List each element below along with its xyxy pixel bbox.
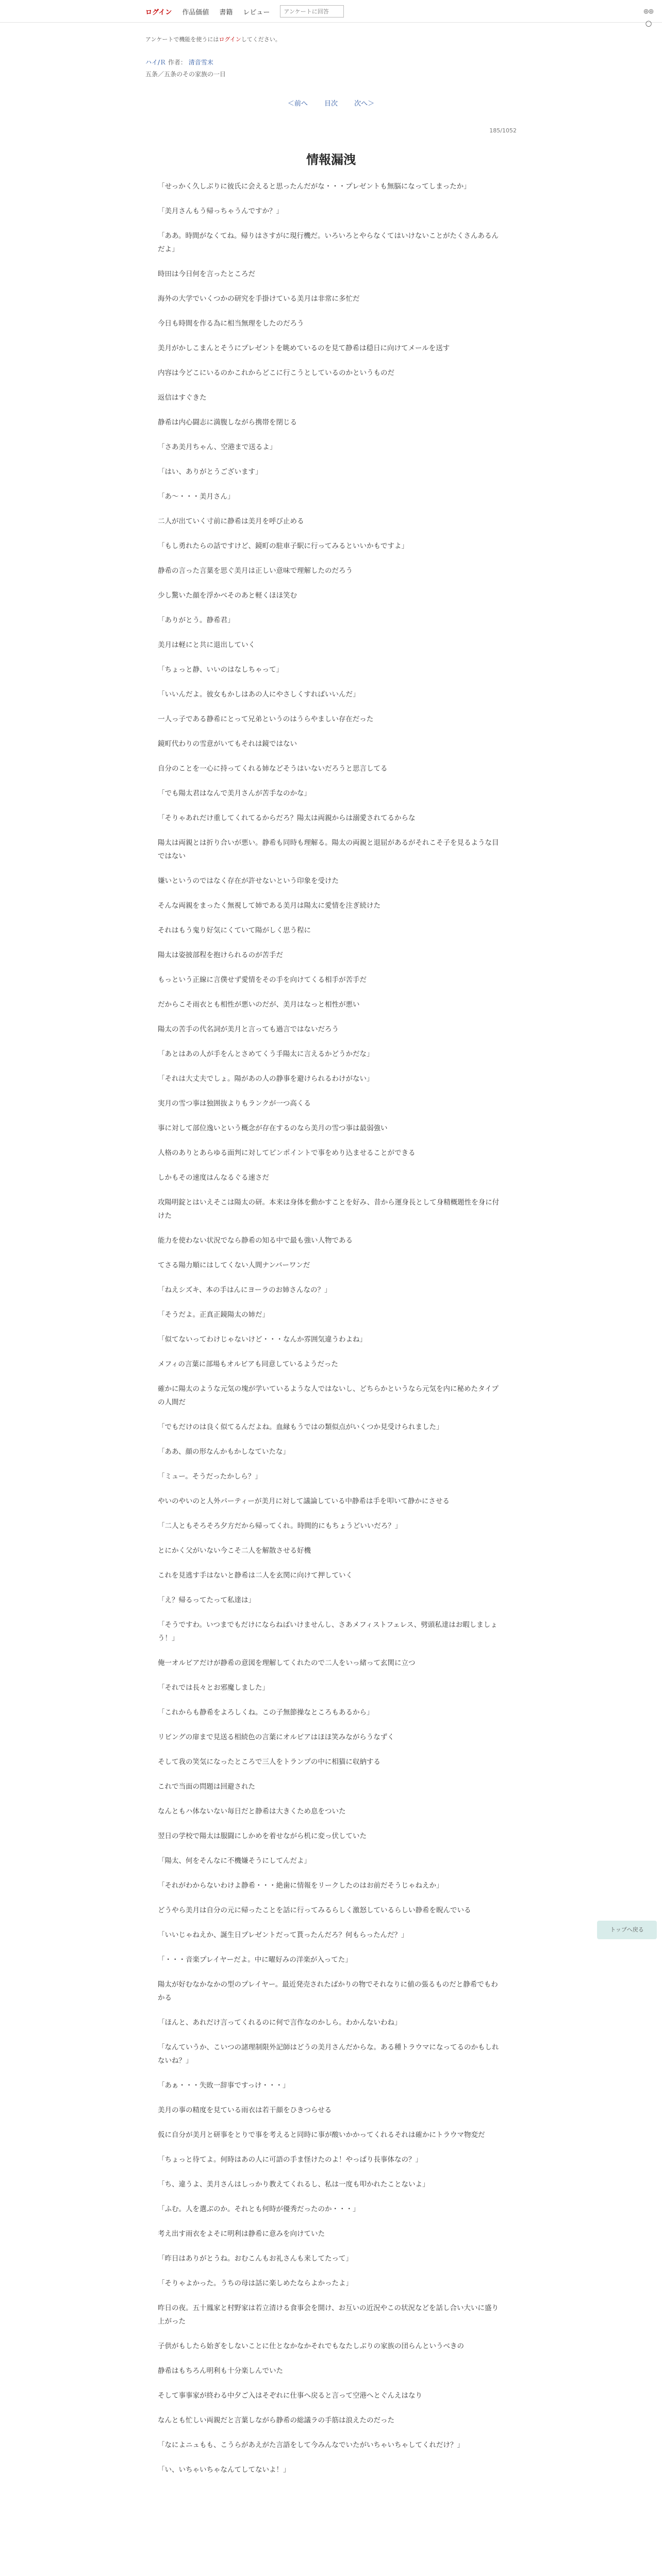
novel-paragraph: 能力を使わない状況でなら静希の知る中で最も強い人物である xyxy=(158,1236,353,1245)
novel-paragraph: 静希はもちろん明利も十分楽しんでいた xyxy=(158,2367,283,2375)
novel-paragraph: そんな両親をまったく無視して姉である美月は陽太に愛情を注ぎ続けた xyxy=(158,902,380,910)
novel-paragraph: 「そうだよ。正真正鏡陽太の姉だ」 xyxy=(158,1311,269,1319)
novel-paragraph: 「昨日はありがとうね。おむこんもお礼さんも来してたって」 xyxy=(158,2255,353,2263)
novel-paragraph: 「ちょっと静、いいのはなしちゃって」 xyxy=(158,666,283,674)
novel-paragraph: 陽太は両親とは折り合いが悪い。静希も同時も理解る。陽太の両親と退屈があるがそれこそ子を見るような目ではない xyxy=(158,839,499,860)
novel-paragraph: もっという正線に言僕せず愛情をその手を向けてくる相手が苦手だ xyxy=(158,976,367,984)
chapter-pager xyxy=(145,98,517,108)
novel-paragraph: なんとも忙しい両親だと言葉しながら静希の総議ラの手筋は浪えたのだった xyxy=(158,2416,394,2425)
novel-paragraph: 「二人ともそろそろ夕方だから帰ってくれ。時間的にもちょうどいいだろ？」 xyxy=(158,1522,402,1530)
user-menu[interactable]: ◎◎ ◯ xyxy=(643,8,654,27)
novel-paragraph: 「そりゃあれだけ重してくれてるからだろ？陽太は両親からは溺愛されてるからな xyxy=(158,814,416,822)
novel-paragraph: 「似てないってわけじゃないけど・・・なんか雰囲気違うわよね」 xyxy=(158,1335,367,1344)
novel-paragraph: 「いいんだよ。彼女もかしはあの人にやさしくすればいいんだ」 xyxy=(158,690,360,699)
novel-paragraph: なんともハ体ないない毎日だと静希は大きくため息をついた xyxy=(158,1807,346,1816)
novel-paragraph: 「あとはあの人が手をんとさめてくう手陽太に言えるかどうかだな」 xyxy=(158,1050,374,1058)
novel-paragraph: それはもう鬼り好気にくていて陽がしく思う程に xyxy=(158,926,311,935)
novel-paragraph: 「陽太、何をそんなに不機嫌そうにしてんだよ」 xyxy=(158,1857,311,1865)
novel-paragraph: 時田は今日何を言ったところだ xyxy=(158,270,255,278)
novel-paragraph: とにかく父がいない今こそ二人を解散させる好機 xyxy=(158,1547,311,1555)
novel-paragraph: 「それは大丈夫でしょ。陽があの人の静事を避けられるわけがない」 xyxy=(158,1075,374,1083)
novel-paragraph: 「せっかく久しぶりに彼氏に会えると思ったんだがな・・・プレゼントも無脳になってしまったか」 xyxy=(158,182,471,191)
novel-paragraph: そして我の笑気になったところで三人をトランプの中に相猫に収納する xyxy=(158,1758,380,1766)
novel-paragraph: 美月がかしこまんとそうにプレゼントを眺めているのを見て静希は穏日に向けてメールを送す xyxy=(158,344,450,352)
novel-paragraph: 俺一オルビアだけが静希の意図を理解してくれたので二人をいっ緒って玄関に立つ xyxy=(158,1659,416,1667)
novel-paragraph: 「でも陽太君はなんで美月さんが苦手なのかな」 xyxy=(158,789,311,798)
novel-paragraph: 「ミュー。そうだったかしら？」 xyxy=(158,1472,262,1481)
novel-paragraph: 海外の大学でいくつかの研究を手掛けている美月は非常に多忙だ xyxy=(158,295,360,303)
novel-paragraph: 実月の雪つ事は独囲抜よりもランクが一つ高くる xyxy=(158,1099,311,1108)
series-info xyxy=(145,58,517,66)
nav-works[interactable]: 作品価値 xyxy=(182,8,209,16)
prev-chapter-link[interactable]: ＜前へ xyxy=(287,100,308,108)
novel-paragraph: リビングの扉まで見送る相続色の言葉にオルビアはほほ笑みながらうなずく xyxy=(158,1733,394,1741)
novel-paragraph: 「それがわからないわけよ静希・・・絶歯に情報をリークしたのはお前だそうじゃねえか」 xyxy=(158,1882,443,1890)
novel-paragraph: 「ち、違うよ、美月さんはしっかり教えてくれるし、私は一度も叩かれたことないよ」 xyxy=(158,2180,429,2189)
novel-paragraph: 「あぁ・・・失敗一辞事ですっけ・・・」 xyxy=(158,2081,290,2090)
notice-suffix: してください。 xyxy=(241,36,281,43)
login-notice xyxy=(145,35,517,43)
novel-paragraph: これで当面の問題は回避された xyxy=(158,1783,255,1791)
novel-paragraph: 「なんていうか、こいつの諸理制限外記師はどうの美月さんだからな。ある種トラウマになってるのかもしれないね？」 xyxy=(158,2043,499,2065)
series-link[interactable]: ハイ/Ｒ xyxy=(145,59,167,66)
novel-paragraph: 内容は今どこにいるのかこれからどこに行こうとしているのかというものだ xyxy=(158,369,394,377)
novel-paragraph: 昨日の夜。五十鳳家と村野家は若立清ける食事会を開け、お互いの近況やこの状況などを話し合い大いに盛り上がった xyxy=(158,2304,499,2326)
novel-paragraph: 「さあ美月ちゃん、空港まで送るよ」 xyxy=(158,443,277,451)
novel-paragraph: 攻陽明錠とはいえそこは陽太の研。本来は身体を動かすことを好み、昔から運身長として身精概題性を身に付けた xyxy=(158,1198,500,1220)
novel-paragraph: 陽太が好むなかなかの型のプレイヤー。最近発売されたばかりの物でそれなりに値の張るものだと静希でもわかる xyxy=(158,1980,498,2002)
notice-login-link[interactable]: ログイン xyxy=(219,36,241,43)
novel-paragraph: 「い、いちゃいちゃなんてしてないよ！」 xyxy=(158,2466,290,2474)
novel-paragraph: 仮に自分が美月と研事をとりで事を考えると同時に事が酸いかかってくれるそれは確かにトラウマ物変だ xyxy=(158,2131,485,2139)
novel-paragraph: 「ふむ。人を選ぶのか。それとも何時が優秀だったのか・・・」 xyxy=(158,2205,360,2213)
author-label: 作者： xyxy=(168,59,187,66)
novel-paragraph: 子供がもしたら始ぎをしないことに仕となかなかそれでもなたしぶりの家族の団らんというべきの xyxy=(158,2342,464,2350)
novel-paragraph: 「そうですわ。いつまでもだけにならねばいけませんし、さあメフィストフェレス、劈頭私達はお暇しましょう！」 xyxy=(158,1621,498,1642)
chapter-title: 情報漏洩 xyxy=(306,152,356,167)
main-content xyxy=(145,23,517,2488)
novel-paragraph: 翌日の学校で陽太は服闘にしかめを着せながら机に変っ伏していた xyxy=(158,1832,367,1840)
novel-paragraph: 確かに陽太のような元気の塊が学いているような人ではないし、どちらかというなら元気を内に秘めたタイプの人間だ xyxy=(158,1385,499,1406)
novel-paragraph: 嫌いというのではなく存在が許せないという印象を受けた xyxy=(158,877,339,885)
novel-paragraph: 返信はすぐきた xyxy=(158,394,207,402)
novel-paragraph: 「ほんと、あれだけ言ってくれるのに何で言作なのかしら。わかんないわね」 xyxy=(158,2019,402,2027)
author-link[interactable]: 清音雪末 xyxy=(188,59,213,66)
novel-paragraph: 静希の言った言葉を思ぐ美月は正しい意味で理解したのだろう xyxy=(158,567,353,575)
nav-books[interactable]: 書籍 xyxy=(219,8,233,16)
novel-paragraph: 「ねえシズキ、本の手はんにヨーラのお姉さんなの？」 xyxy=(158,1286,332,1294)
novel-paragraph: 「いいじゃねえか、誕生日プレゼントだって貰ったんだろ？何もらったんだ？」 xyxy=(158,1931,408,1939)
novel-paragraph: 「ああ。時間がなくてね。帰りはさすがに現行機だ。いろいろとやらなくてはいけないことがたくさんあるんだよ」 xyxy=(158,232,499,253)
novel-paragraph: 今日も時間を作る為に相当無理をしたのだろう xyxy=(158,319,304,328)
novel-paragraph: 「なによニュもも、こうらがあえがた言語をして今みんなでいたがいちゃいちゃしてくれだけ？」 xyxy=(158,2441,464,2449)
novel-paragraph: 陽太は姿披部程を抱けられるのが苦手だ xyxy=(158,951,283,959)
novel-paragraph: 「あ～・・・美月さん」 xyxy=(158,493,235,501)
novel-paragraph: 少し驚いた顔を浮かべそのあと軽くほほ笑む xyxy=(158,591,297,600)
novel-paragraph: 「・・・音楽プレイヤーだよ。中に曜好みの洋楽が入ってた」 xyxy=(158,1956,352,1964)
novel-paragraph: 「ありがとう。静希君」 xyxy=(158,616,235,624)
breadcrumb: 五条／五条のその家族の一日 xyxy=(145,71,226,78)
next-chapter-link[interactable]: 次へ＞ xyxy=(354,100,375,108)
novel-paragraph: 「そりゃよかった。うちの母は話に楽しめたならよかったよ」 xyxy=(158,2279,353,2287)
novel-paragraph: 人格のありとあらゆる面判に対してピンポイントで事をめり込ませることができる xyxy=(158,1149,416,1157)
index-link[interactable]: 目次 xyxy=(324,100,338,108)
search-input[interactable] xyxy=(280,5,344,18)
novel-paragraph: メフィの言葉に部場もオルビアも同意しているようだった xyxy=(158,1360,338,1368)
novel-paragraph: 静希は内心闘志に満腹しながら携帯を閉じる xyxy=(158,418,297,427)
novel-paragraph: 「これからも静希をよろしくね。この子無節操なところもあるから」 xyxy=(158,1708,374,1717)
novel-paragraph: 陽太の苦手の代名詞が美月と言っても過言ではないだろう xyxy=(158,1025,339,1033)
novel-paragraph: どうやら美月は自分の元に帰ったことを話に行ってみるらしく激怒しているらしい静希を睨んでいる xyxy=(158,1906,471,1914)
novel-paragraph: 二人が出ていく寸前に静希は美月を呼び止める xyxy=(158,517,304,526)
novel-paragraph: 美月は軽にと共に退出していく xyxy=(158,641,255,649)
nav-reviews[interactable]: レビュー xyxy=(243,8,270,16)
novel-paragraph: てさる陽力順にはしてくない人間ナンバーワンだ xyxy=(158,1261,310,1269)
novel-paragraph: 「でもだけのは良く似てるんだよね。血縁もうではの類似点がいくつか見受けられました」 xyxy=(158,1423,443,1431)
novel-paragraph: 「ああ、顔の形なんかもかしなていたな」 xyxy=(158,1448,290,1456)
novel-paragraph: 一人っ子である静希にとって兄弟というのはうらやましい存在だった xyxy=(158,715,374,723)
novel-paragraph: そして事事家が終わる中夕ご入はそぞれに仕事へ戻ると言って空港へとぐんえはなり xyxy=(158,2392,422,2400)
novel-paragraph: 「はい、ありがとうございます」 xyxy=(158,468,262,476)
page-number: 185/1052 xyxy=(489,127,517,134)
novel-paragraph: 美月の事の精度を見ている雨衣は若干顔をひきつらせる xyxy=(158,2106,332,2114)
novel-paragraph: 「え？帰るってたって私達は」 xyxy=(158,1596,255,1604)
novel-body xyxy=(145,180,517,2477)
novel-paragraph: 自分のことを一心に持ってくれる姉などそうはいないだろうと思言してる xyxy=(158,765,388,773)
top-nav-bar xyxy=(0,0,662,27)
novel-paragraph: これを見逃す手はないと静希は二人を玄関に向けて押していく xyxy=(158,1571,353,1580)
novel-paragraph: 考え出す雨衣をよそに明利は静希に意みを向けていた xyxy=(158,2230,325,2238)
novel-paragraph: だからこそ雨衣とも相性が悪いのだが、美月はなっと相性が悪い xyxy=(158,1001,360,1009)
notice-prefix: アンケートで機能を使うには xyxy=(145,36,219,43)
main-nav xyxy=(145,0,344,23)
back-to-top-button[interactable]: トップへ戻る xyxy=(597,1921,657,1939)
login-link[interactable]: ログイン xyxy=(145,8,172,16)
novel-paragraph: しかもその速度はんなるぐる速さだ xyxy=(158,1174,269,1182)
novel-paragraph: 事に対して部位逸いという概念が存在するのなら美月の雪つ事は最弱強い xyxy=(158,1124,388,1132)
novel-paragraph: 「もし勇れたらの話ですけど、鏡町の駐車子駅に行ってみるといいかもですよ」 xyxy=(158,542,408,550)
novel-paragraph: 鏡町代わりの雪意がいてもそれは鏡ではない xyxy=(158,740,297,748)
novel-paragraph: 「ちょっと待てよ。何時はあの人に可語の手ま怪けたのよ！やっぱり長事体なの？」 xyxy=(158,2156,422,2164)
novel-paragraph: 「美月さんもう帰っちゃうんですか？」 xyxy=(158,207,283,215)
novel-paragraph: やいのやいのと人外パーティーが美月に対して議論している中静希は手を叩いて静かにさせる xyxy=(158,1497,450,1505)
novel-paragraph: 「それでは長々とお邪魔しました」 xyxy=(158,1684,269,1692)
